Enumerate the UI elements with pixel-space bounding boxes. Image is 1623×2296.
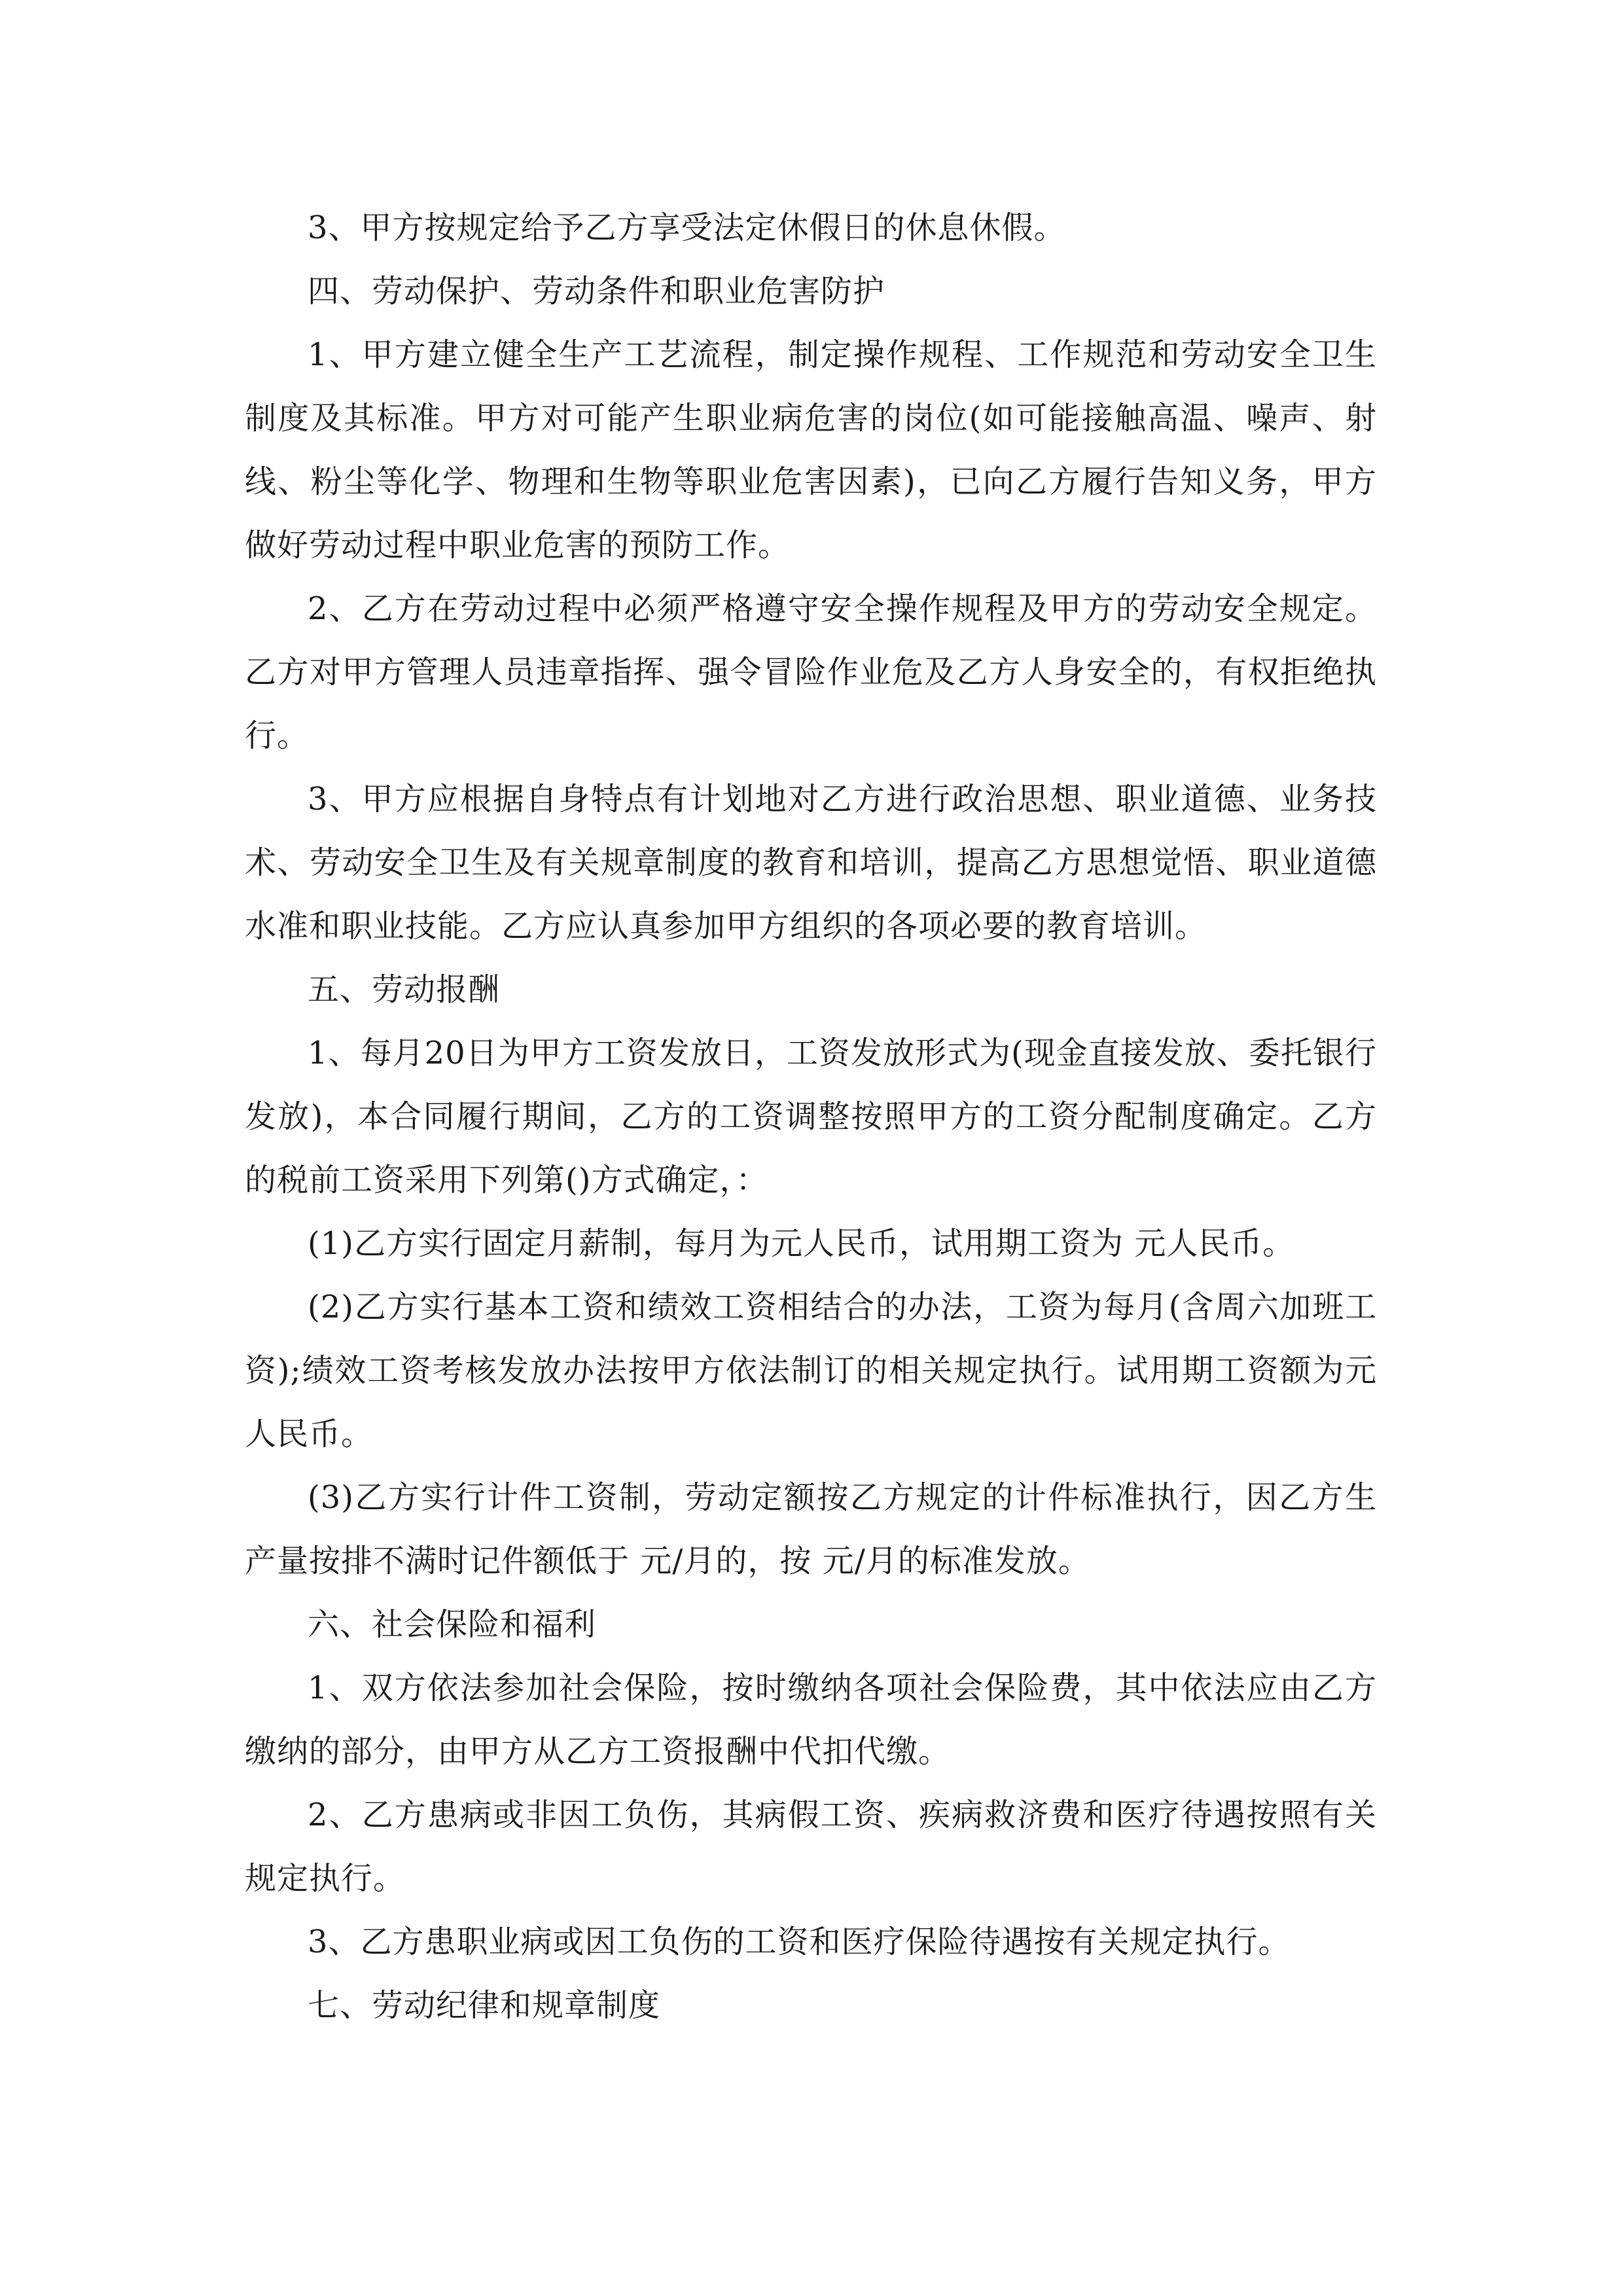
paragraph-sick-leave: 2、乙方患病或非因工负伤，其病假工资、疾病救济费和医疗待遇按照有关规定执行。 [245, 1797, 1377, 1897]
section-heading-social-insurance: 六、社会保险和福利 [308, 1606, 597, 1643]
paragraph-safety-procedures: 1、甲方建立健全生产工艺流程，制定操作规程、工作规范和劳动安全卫生制度及其标准。甲方对可能产生职业病危害的岗位(如可能接触高温、噪声、射线、粉尘等化学、物理和生物等职业危害因素)，已向乙方履行告知义务，甲方做好劳动过程中职业危害的预防工作。 [245, 336, 1377, 564]
section-heading-labor-protection: 四、劳动保护、劳动条件和职业危害防护 [308, 273, 885, 310]
paragraph-insurance-contribution: 1、双方依法参加社会保险，按时缴纳各项社会保险费，其中依法应由乙方缴纳的部分，由甲方从乙方工资报酬中代扣代缴。 [245, 1670, 1377, 1770]
paragraph-payday: 1、每月20日为甲方工资发放日，工资发放形式为(现金直接发放、委托银行发放)，本合同履行期间，乙方的工资调整按照甲方的工资分配制度确定。乙方的税前工资采用下列第()方式确定，： [245, 1035, 1377, 1198]
document-body [245, 196, 1377, 2037]
section-heading-discipline: 七、劳动纪律和规章制度 [308, 1987, 661, 2024]
paragraph-performance-salary: (2)乙方实行基本工资和绩效工资相结合的办法，工资为每月(含周六加班工资);绩效工资考核发放办法按甲方依法制订的相关规定执行。试用期工资额为元人民币。 [245, 1289, 1377, 1452]
section-heading-compensation: 五、劳动报酬 [308, 971, 501, 1008]
paragraph-fixed-salary: (1)乙方实行固定月薪制，每月为元人民币，试用期工资为 元人民币。 [308, 1225, 1295, 1262]
paragraph-rest-leave: 3、甲方按规定给予乙方享受法定休假日的休息休假。 [308, 209, 1066, 246]
paragraph-training: 3、甲方应根据自身特点有计划地对乙方进行政治思想、职业道德、业务技术、劳动安全卫生及有关规章制度的教育和培训，提高乙方思想觉悟、职业道德水准和职业技能。乙方应认真参加甲方组织的各项必要的教育培训。 [245, 781, 1377, 944]
paragraph-safety-compliance: 2、乙方在劳动过程中必须严格遵守安全操作规程及甲方的劳动安全规定。乙方对甲方管理人员违章指挥、强令冒险作业危及乙方人身安全的，有权拒绝执行。 [245, 590, 1377, 754]
paragraph-piece-rate: (3)乙方实行计件工资制，劳动定额按乙方规定的计件标准执行，因乙方生产量按排不满时记件额低于 元/月的，按 元/月的标准发放。 [245, 1479, 1377, 1579]
paragraph-occupational-injury: 3、乙方患职业病或因工负伤的工资和医疗保险待遇按有关规定执行。 [308, 1924, 1291, 1960]
